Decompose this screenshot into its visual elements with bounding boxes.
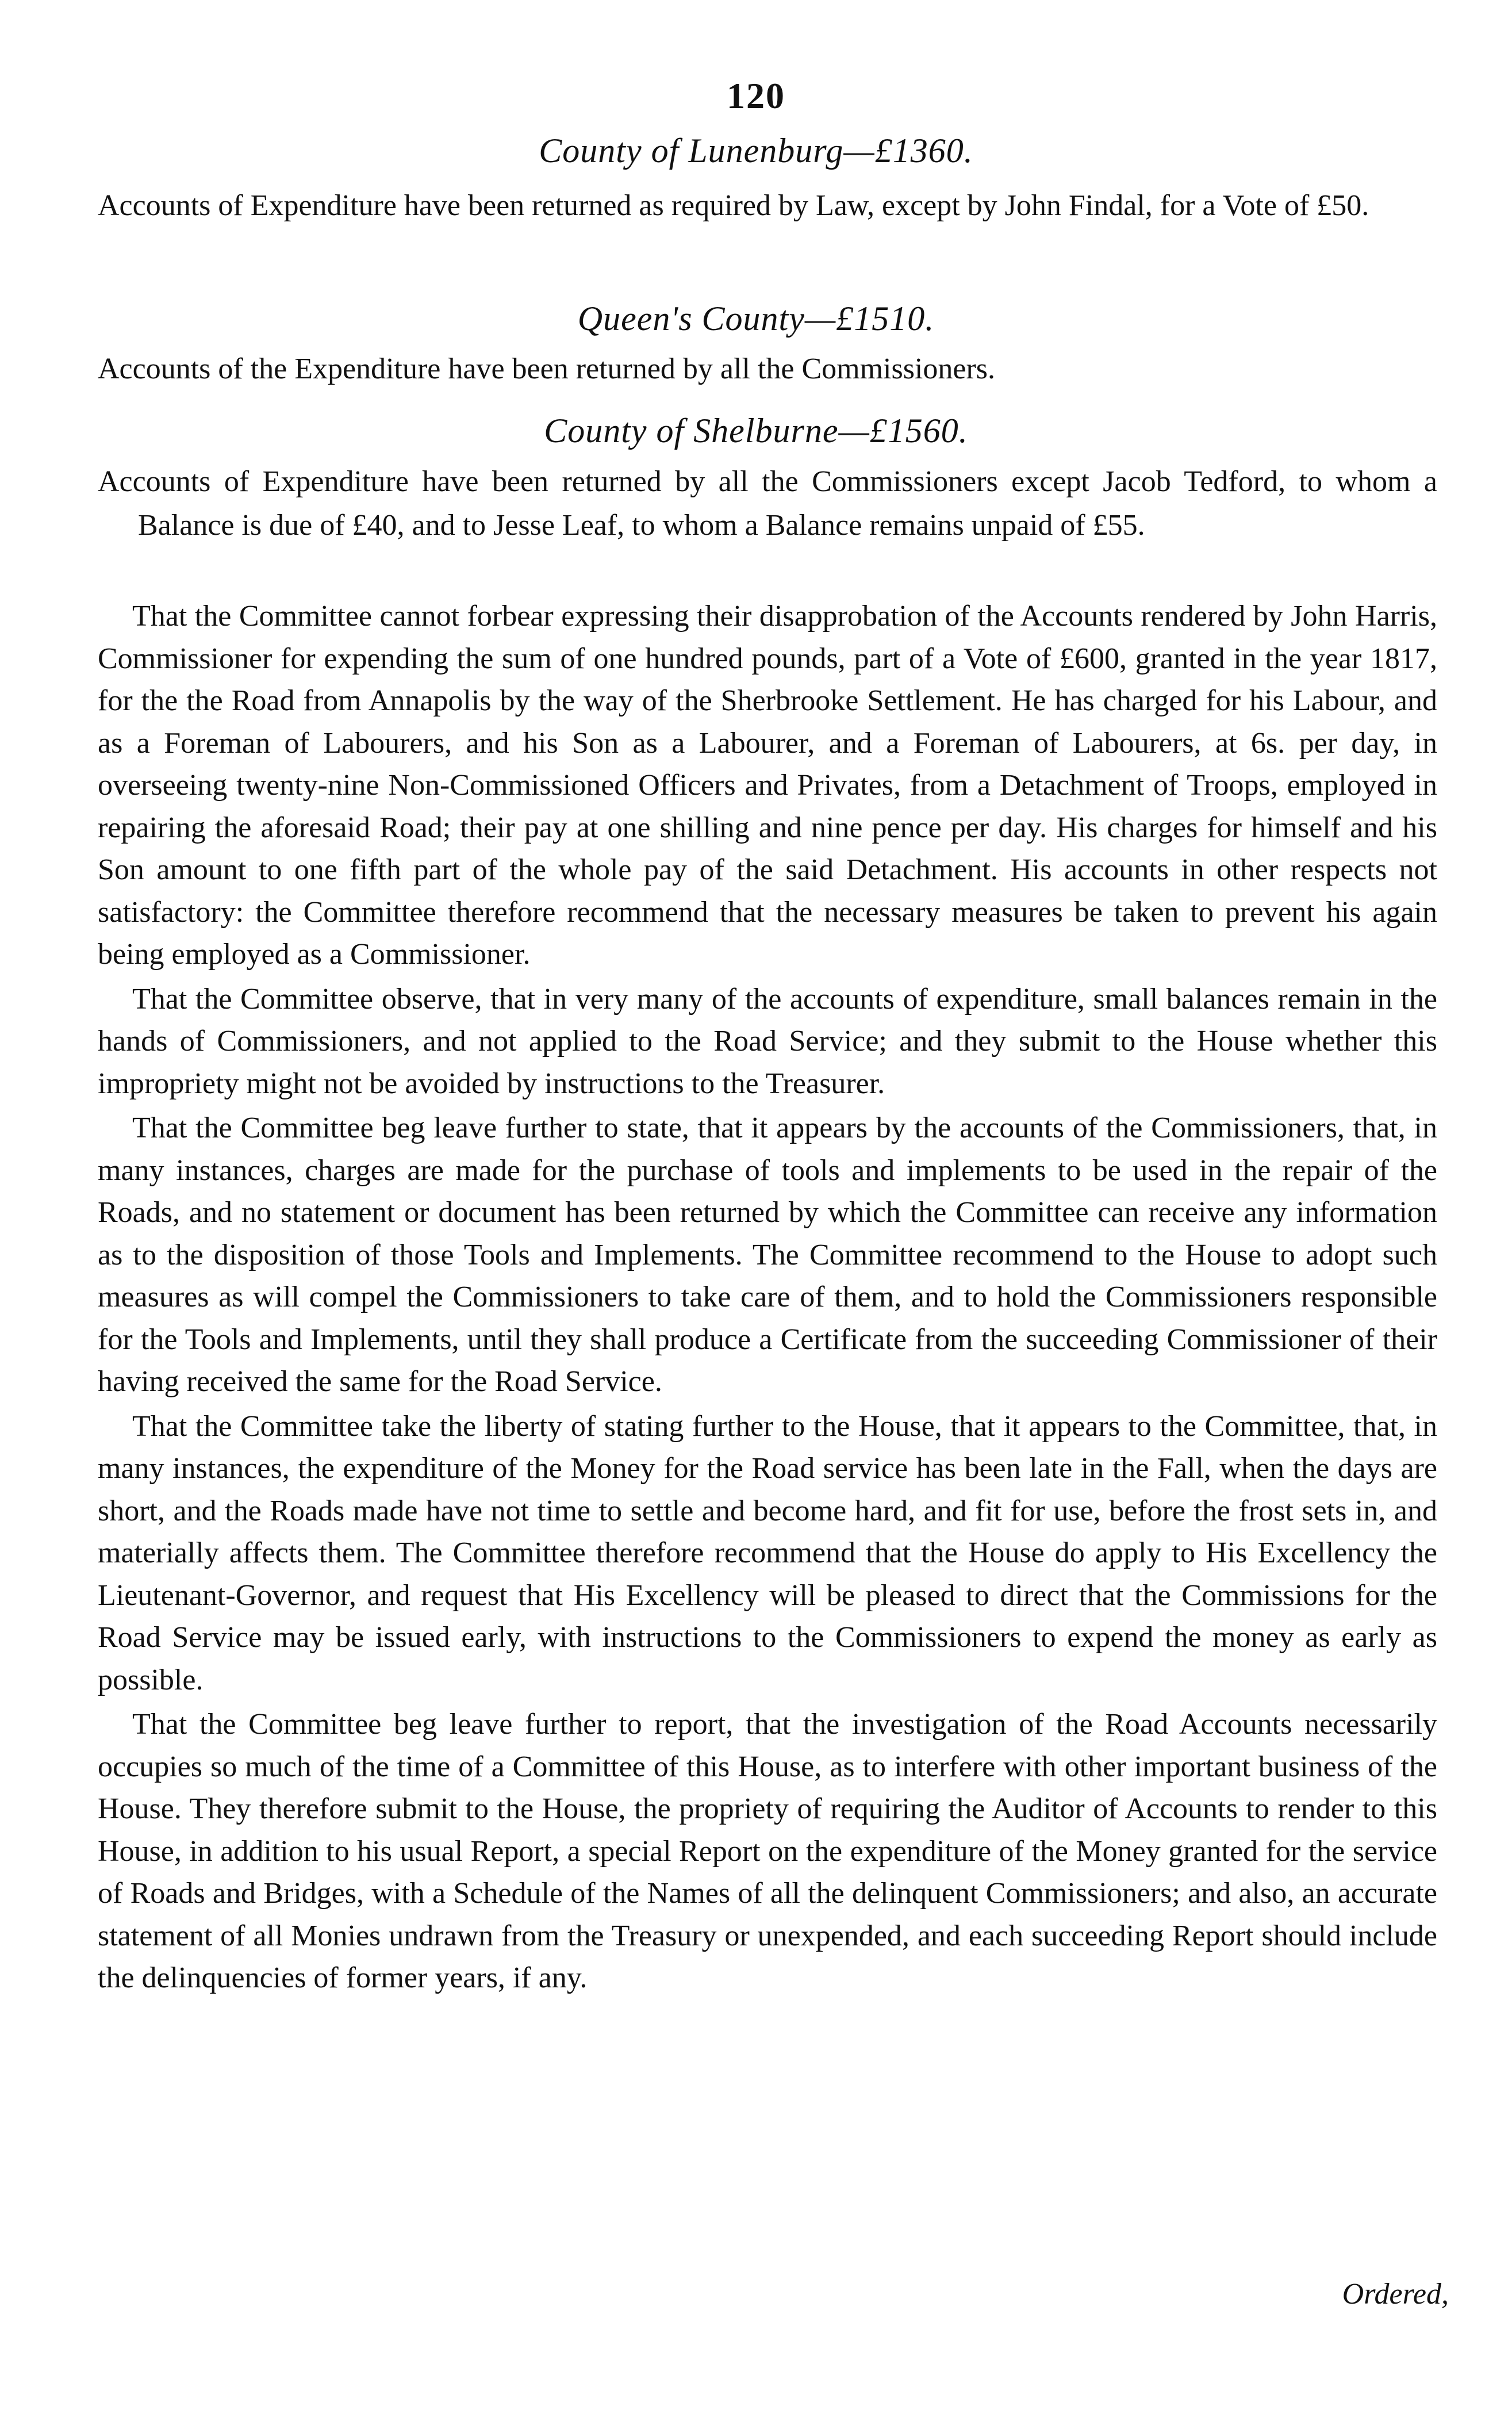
county-heading-shelburne: County of Shelburne—£1560. [544,412,968,450]
committee-report-body [98,595,1437,2002]
county-heading-lunenburg: County of Lunenburg—£1360. [539,132,973,170]
paragraph-tools-implements: That the Committee beg leave further to state, that it appears by the accounts of the Commissioners, that, in many instances, charges are made for the purchase of tools and implements to be used in the repair of the Roads, and no statement or document has been returned by which the Committee can receive any information as to the disposition of those Tools and Implements. The Committee recommend to the House to adopt such measures as will compel the Commissioners to take care of them, and to hold the Commissioners responsible for the Tools and Implements, until they shall produce a Certificate from the succeeding Commissioner of their having received the same for the Road Service. [98,1112,1437,1398]
paragraph-john-harris-accounts: That the Committee cannot forbear expressing their disapprobation of the Accounts rendered by John Harris, Commissioner for expending the sum of one hundred pounds, part of a Vote of £600, granted in the year 1817, for the the Road from Annapolis by the way of the Sherbrooke Settlement. He has charged for his Labour, and as a Foreman of Labourers, and his Son as a Labourer, and a Foreman of Labourers, at 6s. per day, in overseeing twenty-nine Non-Commissioned Officers and Privates, from a Detachment of Troops, employed in repairing the aforesaid Road; their pay at one shilling and nine pence per day. His charges for himself and his Son amount to one fifth part of the whole pay of the said Detachment. His accounts in other respects not satisfactory: the Committee therefore recommend that the necessary measures be taken to prevent his again being employed as a Commissioner. [98,600,1437,971]
paragraph-road-accounts-report: That the Committee beg leave further to report, that the investigation of the Road Accounts necessarily occupies so much of the time of a Committee of this House, as to interfere with other important business of the House. They therefore submit to the House, the propriety of requiring the Auditor of Accounts to render to this House, in addition to his usual Report, a special Report on the expenditure of the Money granted for the service of Roads and Bridges, with a Schedule of the Names of all the delinquent Commissioners; and also, an accurate statement of all Monies undrawn from the Treasury or unexpended, and each succeeding Report should include the delinquencies of former years, if any. [98,1708,1437,1994]
catchword: Ordered, [1342,2278,1449,2311]
paragraph-small-balances: That the Committee observe, that in very many of the accounts of expenditure, small balances remain in the hands of Commissioners, and not applied to the Road Service; and they submit to the House whether this impropriety might not be avoided by instructions to the Treasurer. [98,982,1437,1100]
county-accounts-lunenburg: Accounts of Expenditure have been returned as required by Law, except by John Findal, for a Vote of £50. [98,189,1369,222]
county-accounts-shelburne: Accounts of Expenditure have been returned by all the Commissioners except Jacob Tedford, to whom a Balance is due of £40, and to Jesse Leaf, to whom a Balance remains unpaid of £55. [98,465,1437,542]
paragraph-late-expenditure: That the Committee take the liberty of stating further to the House, that it appears to the Committee, that, in many instances, the expenditure of the Money for the Road service has been late in the Fall, when the days are short, and the Roads made have not time to settle and become hard, and fit for use, before the frost sets in, and materially affects them. The Committee therefore recommend that the House do apply to His Excellency the Lieutenant-Governor, and request that His Excellency will be pleased to direct that the Commissions for the Road Service may be issued early, with instructions to the Commissioners to expend the money as early as possible. [98,1409,1437,1696]
county-accounts-queens: Accounts of the Expenditure have been returned by all the Commissioners. [98,353,996,385]
county-heading-queens: Queen's County—£1510. [577,300,935,338]
page-number: 120 [727,75,785,116]
